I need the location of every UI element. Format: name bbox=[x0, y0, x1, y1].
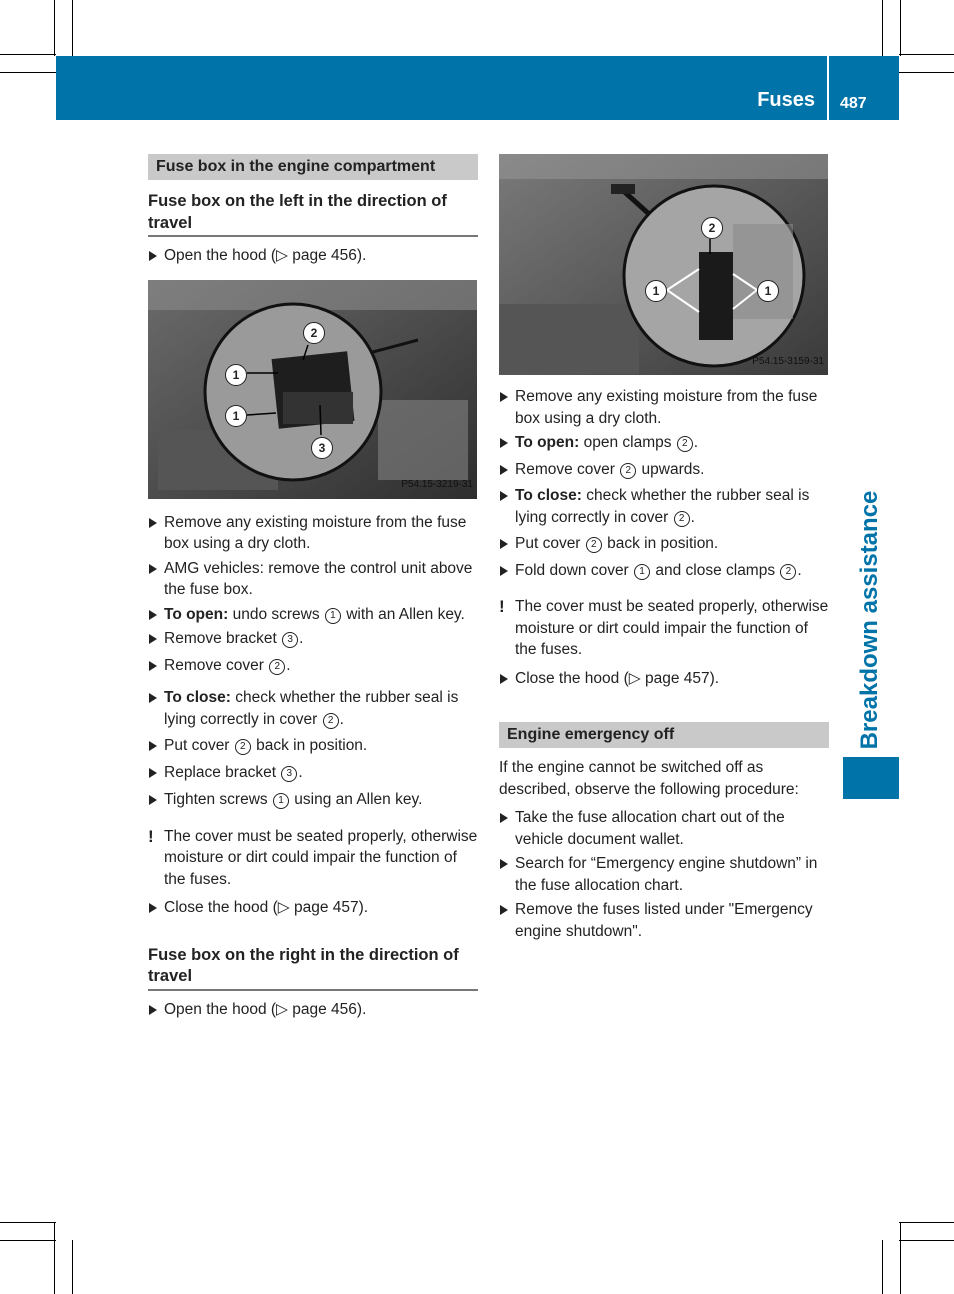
step-item: Remove any existing moisture from the fuse box using a dry cloth. bbox=[148, 512, 478, 555]
page-number: 487 bbox=[840, 95, 867, 112]
step-label: To open: bbox=[515, 434, 580, 451]
subsection-heading: Fuse box on the right in the direction of travel bbox=[148, 945, 478, 991]
step-text: and close clamps bbox=[651, 561, 780, 579]
callout-ref: 2 bbox=[235, 739, 251, 755]
fuse-box-illustration bbox=[499, 154, 828, 375]
warning-icon: ! bbox=[148, 826, 154, 846]
step-label: To close: bbox=[164, 689, 231, 706]
callout-ref: 3 bbox=[282, 632, 298, 648]
step-text: with an Allen key. bbox=[341, 605, 465, 623]
step-item: Take the fuse allocation chart out of the vehicle document wallet. bbox=[499, 807, 829, 850]
callout-ref: 3 bbox=[281, 766, 297, 782]
step-item: Search for “Emergency engine shutdown” in the fuse allocation chart. bbox=[499, 853, 829, 896]
callout-1a: 1 bbox=[225, 364, 247, 386]
warning-text: The cover must be seated properly, otherwise moisture or dirt could impair the function of the fuses. bbox=[164, 827, 478, 888]
step-item: Close the hood (▷ page 457). bbox=[148, 897, 478, 919]
step-text: upwards. bbox=[637, 460, 705, 478]
step-text: Remove cover bbox=[515, 460, 620, 478]
crop-mark bbox=[900, 0, 901, 56]
callout-1b: 1 bbox=[757, 280, 779, 302]
crop-mark bbox=[899, 1222, 954, 1223]
step-item bbox=[148, 735, 478, 757]
step-text: open clamps bbox=[579, 434, 676, 451]
step-label: To close: bbox=[515, 487, 582, 504]
subsection-heading: Fuse box on the left in the direction of travel bbox=[148, 191, 478, 237]
step-text: check whether the rubber seal is lying correctly in cover bbox=[164, 689, 459, 728]
right-column bbox=[499, 154, 829, 942]
step-text: check whether the rubber seal is lying correctly in cover bbox=[515, 487, 810, 526]
step-item: Remove any existing moisture from the fuse box using a dry cloth. bbox=[499, 386, 829, 429]
callout-ref: 1 bbox=[273, 793, 289, 809]
callout-2: 2 bbox=[303, 322, 325, 344]
step-text: undo screws bbox=[228, 605, 324, 623]
step-item: Remove the fuses listed under "Emergency engine shutdown". bbox=[499, 899, 829, 942]
section-heading: Fuse box in the engine compartment bbox=[148, 154, 478, 180]
callout-ref: 2 bbox=[586, 537, 602, 553]
warning-icon: ! bbox=[499, 597, 505, 616]
callout-ref: 1 bbox=[325, 608, 341, 624]
callout-ref: 2 bbox=[780, 564, 796, 580]
crop-mark bbox=[899, 54, 954, 55]
image-code: P54.15-3219-31 bbox=[401, 479, 473, 490]
warning-note bbox=[499, 596, 829, 661]
crop-mark bbox=[899, 72, 954, 73]
step-label: To open: bbox=[164, 605, 229, 623]
crop-mark bbox=[0, 1222, 56, 1223]
image-code: P54.15-3159-31 bbox=[752, 355, 824, 367]
section-title: Fuses bbox=[757, 89, 815, 111]
callout-ref: 2 bbox=[674, 511, 690, 527]
crop-mark bbox=[0, 72, 56, 73]
step-item: Open the hood (▷ page 456). bbox=[148, 245, 478, 267]
step-item bbox=[499, 560, 829, 582]
step-text: . bbox=[797, 561, 802, 579]
step-item bbox=[148, 628, 478, 650]
callout-2: 2 bbox=[701, 217, 723, 239]
crop-mark bbox=[900, 1222, 901, 1294]
step-text: Tighten screws bbox=[164, 791, 272, 808]
callout-1a: 1 bbox=[645, 280, 667, 302]
step-text: . bbox=[299, 630, 304, 647]
step-text: . bbox=[339, 710, 344, 728]
step-item bbox=[148, 655, 478, 677]
crop-mark bbox=[899, 1240, 954, 1241]
step-text: Remove bracket bbox=[164, 630, 282, 647]
engine-photo-left bbox=[148, 280, 477, 499]
step-text: . bbox=[693, 434, 699, 451]
header-bar bbox=[56, 56, 899, 120]
step-text: using an Allen key. bbox=[289, 791, 423, 808]
step-item bbox=[148, 604, 478, 626]
callout-3: 3 bbox=[311, 437, 333, 459]
step-item bbox=[499, 432, 829, 454]
fuse-box-illustration bbox=[148, 280, 477, 499]
step-item bbox=[499, 485, 829, 528]
header-divider bbox=[827, 56, 829, 120]
callout-ref: 2 bbox=[269, 659, 285, 675]
crop-mark bbox=[54, 1222, 55, 1294]
step-item bbox=[148, 789, 478, 811]
callout-ref: 2 bbox=[677, 436, 693, 452]
crop-mark bbox=[54, 0, 55, 56]
step-text: Put cover bbox=[515, 535, 585, 552]
step-text: . bbox=[690, 508, 695, 526]
engine-photo-right bbox=[499, 154, 828, 375]
left-column bbox=[148, 154, 478, 1020]
crop-mark bbox=[0, 54, 56, 55]
step-item: Close the hood (▷ page 457). bbox=[499, 668, 829, 690]
step-text: . bbox=[298, 763, 303, 781]
step-text: . bbox=[286, 656, 291, 674]
step-item bbox=[499, 533, 829, 555]
intro-paragraph: If the engine cannot be switched off as described, observe the following procedure: bbox=[499, 759, 799, 798]
crop-mark bbox=[72, 0, 73, 56]
crop-mark bbox=[882, 1240, 883, 1294]
step-text: Remove cover bbox=[164, 656, 269, 674]
step-text: Put cover bbox=[164, 737, 234, 754]
callout-1b: 1 bbox=[225, 405, 247, 427]
callout-ref: 1 bbox=[634, 564, 650, 580]
step-text: Fold down cover bbox=[515, 561, 634, 579]
chapter-tab bbox=[843, 757, 899, 799]
step-item bbox=[148, 687, 478, 730]
callout-ref: 2 bbox=[323, 713, 339, 729]
step-text: back in position. bbox=[602, 535, 719, 552]
step-item bbox=[148, 762, 478, 784]
step-text: back in position. bbox=[251, 737, 368, 754]
crop-mark bbox=[0, 1240, 56, 1241]
step-item bbox=[499, 459, 829, 481]
crop-mark bbox=[72, 1240, 73, 1294]
chapter-label: Breakdown assistance bbox=[856, 490, 883, 750]
step-item: AMG vehicles: remove the control unit above the fuse box. bbox=[148, 558, 478, 601]
section-heading: Engine emergency off bbox=[499, 722, 829, 748]
warning-text: The cover must be seated properly, otherwise moisture or dirt could impair the function of the fuses. bbox=[515, 598, 829, 658]
step-item: Open the hood (▷ page 456). bbox=[148, 999, 478, 1021]
step-text: Replace bracket bbox=[164, 763, 281, 781]
callout-ref: 2 bbox=[620, 463, 636, 479]
crop-mark bbox=[882, 0, 883, 56]
warning-note bbox=[148, 826, 478, 891]
